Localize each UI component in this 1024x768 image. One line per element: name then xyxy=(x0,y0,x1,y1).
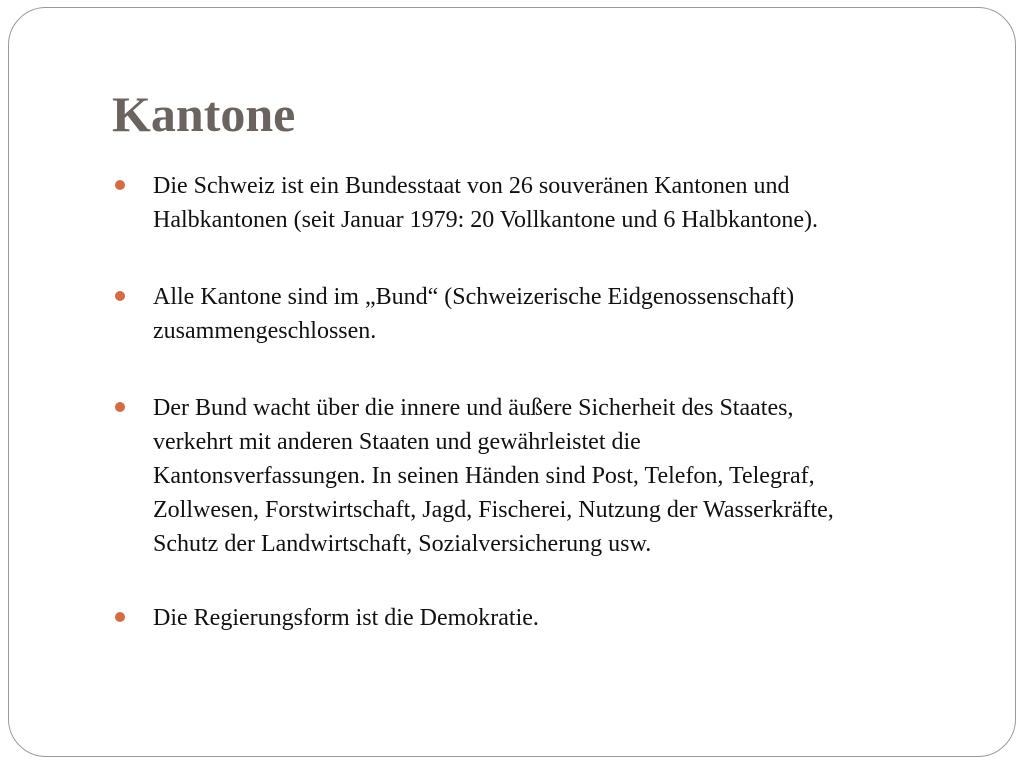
bullet-text-line: verkehrt mit anderen Staaten und gewährleistet die xyxy=(153,429,641,455)
bullet-text-line: Halbkantonen (seit Januar 1979: 20 Vollkantone und 6 Halbkantone). xyxy=(153,207,818,233)
bullet-dot-icon xyxy=(115,291,125,301)
bullet-text-line: zusammengeschlossen. xyxy=(153,318,377,344)
bullet-text-line: Die Schweiz ist ein Bundesstaat von 26 souveränen Kantonen und xyxy=(153,173,790,199)
bullet-text-line: Alle Kantone sind im „Bund“ (Schweizerische Eidgenossenschaft) xyxy=(153,284,795,310)
bullet-dot-icon xyxy=(115,402,125,412)
bullet-item xyxy=(153,391,973,561)
bullet-text-line: Schutz der Landwirtschaft, Sozialversicherung usw. xyxy=(153,531,652,557)
bullet-dot-icon xyxy=(115,180,125,190)
bullet-text-line: Die Regierungsform ist die Demokratie. xyxy=(153,605,539,631)
bullet-item xyxy=(153,601,973,635)
bullet-dot-icon xyxy=(115,612,125,622)
slide-title: Kantone xyxy=(112,86,296,142)
bullet-item xyxy=(153,169,973,237)
bullet-text-line: Zollwesen, Forstwirtschaft, Jagd, Fischerei, Nutzung der Wasserkräfte, xyxy=(153,497,834,523)
bullet-text-line: Kantonsverfassungen. In seinen Händen sind Post, Telefon, Telegraf, xyxy=(153,463,815,489)
bullet-text-line: Der Bund wacht über die innere und äußere Sicherheit des Staates, xyxy=(153,395,794,421)
bullet-item xyxy=(153,280,973,348)
